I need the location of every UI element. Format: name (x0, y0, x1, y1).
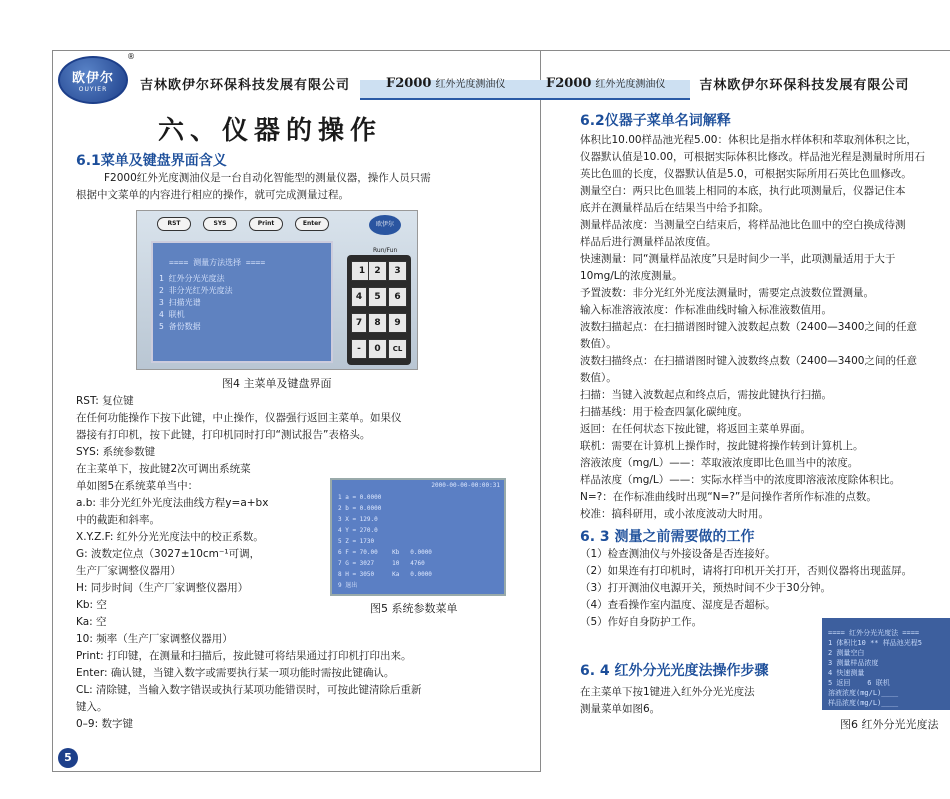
fig6-row-2: 1 体积比10 ** 样品池光程5 (828, 639, 922, 647)
term-g: G: 波数定位点（3027±10cm⁻¹可调， (76, 548, 261, 560)
right-header (546, 66, 909, 100)
key-cl[interactable]: CL (388, 339, 407, 359)
print-key[interactable]: Print (249, 217, 283, 231)
term-fast: 快速测量：同“测量样品浓度”只是时间少一半，此项测量适用于大于 (580, 253, 896, 265)
sys-row-8: 8 H = 3050 Ka 0.0000 (338, 571, 432, 578)
figure-6-screen (822, 618, 950, 710)
section-6-2-title: 6.2仪器子菜单名词解释 (580, 113, 731, 129)
sys-row-5: 5 Z = 1730 (338, 538, 375, 545)
term-std-input: 输入标准溶液浓度：作标准曲线时输入标准液数值用。 (580, 304, 832, 316)
company-name: 吉林欧伊尔环保科技发展有限公司 (140, 77, 351, 93)
key-0[interactable]: 0 (368, 339, 387, 359)
sys-row-3: 3 X = 129.0 (338, 516, 378, 523)
page-number: 5 (58, 748, 78, 768)
prep-item-2: （2）如果连有打印机时，请将打印机开关打开，否则仪器将出现蓝屏。 (580, 565, 913, 577)
right-model-name (546, 75, 665, 91)
sys-row-7: 7 G = 3027 10 4760 (338, 560, 425, 567)
prep-item-4: （4）查看操作室内温度、湿度是否超标。 (580, 599, 776, 611)
term-sample: 测量样品浓度：当测量空白结束后，将样品池比色皿中的空白换成待测 (580, 219, 906, 231)
term-rst-desc-2: 器接有打印机，按下此键，打印机同时打印“测试报告”表格头。 (76, 429, 371, 441)
prep-item-3: （3）打开测油仪电源开关，预热时间不少于30分钟。 (580, 582, 832, 594)
term-xyzf: X.Y.Z.F: 红外分光光度法中的校正系数。 (76, 531, 264, 543)
keypad (347, 255, 411, 365)
term-return: 返回：在任何状态下按此键，将返回主菜单界面。 (580, 423, 811, 435)
key-2[interactable]: 2 (368, 261, 387, 281)
term-ka: Ka: 空 (76, 616, 107, 628)
figure-5-system-menu (330, 478, 506, 596)
key-3[interactable]: 3 (388, 261, 407, 281)
term-ab: a.b: 非分光红外光度法曲线方程y=a+bx (76, 497, 269, 509)
term-cl: CL: 清除键，当输入数字错误或执行某项功能错误时，可按此键清除后重新 (76, 684, 422, 696)
term-h: H: 同步时间（生产厂家调整仪器用） (76, 582, 249, 594)
enter-key[interactable]: Enter (295, 217, 329, 231)
right-page (540, 0, 950, 799)
term-g-desc: 生产厂家调整仪器用） (76, 565, 181, 577)
menu-item-4[interactable]: 4 联机 (159, 310, 185, 319)
main-menu-screen (151, 241, 333, 363)
term-blank-2: 底并在测量样品后在结果当中给予扣除。 (580, 202, 769, 214)
key-4[interactable]: 4 (351, 287, 367, 307)
prep-item-5: （5）作好自身防护工作。 (580, 616, 703, 628)
menu-item-5[interactable]: 5 备份数据 (159, 322, 201, 331)
right-company-name: 吉林欧伊尔环保科技发展有限公司 (699, 77, 910, 93)
section-6-4-title: 6. 4 红外分光光度法操作步骤 (580, 663, 769, 679)
key-7[interactable]: 7 (351, 313, 367, 333)
fig6-row-5: 4 快速测量 (828, 669, 865, 677)
menu-title: ==== 测量方法选择 ==== (169, 258, 266, 267)
term-rst-desc-1: 在任何功能操作下按下此键，中止操作，仪器强行返回主菜单。如果仪 (76, 412, 402, 424)
figure-5-caption: 图5 系统参数菜单 (370, 602, 458, 615)
term-cl-desc: 键入。 (76, 701, 108, 713)
section-6-1-text-2: 根据中文菜单的内容进行相应的操作，就可完成测量过程。 (76, 189, 349, 201)
run-fun-label: Run/Fun (373, 247, 398, 254)
term-digits: 0–9: 数字键 (76, 718, 133, 730)
left-header (140, 66, 505, 100)
key-9[interactable]: 9 (388, 313, 407, 333)
term-enter: Enter: 确认键，当键入数字或需要执行某一项功能时需按此键确认。 (76, 667, 395, 679)
sys-row-6: 6 F = 70.00 Kb 0.0000 (338, 549, 432, 556)
term-print: Print: 打印键，在测量和扫描后，按此键可将结果通过打印机打印出来。 (76, 650, 412, 662)
system-date: 2000-00-00-00:00:31 (431, 482, 500, 489)
fig6-row-6: 5 返回 6 联机 (828, 679, 890, 687)
chapter-title: 六、仪器的操作 (157, 116, 382, 146)
term-sys: SYS: 系统参数键 (76, 446, 156, 458)
key-5[interactable]: 5 (368, 287, 387, 307)
right-model-code: F2000 (546, 76, 592, 91)
section-6-4-text-1: 在主菜单下按1键进入红外分光光度法 (580, 686, 755, 698)
sys-row-2: 2 b = 0.0000 (338, 505, 382, 512)
fig6-row-4: 3 测量样品浓度 (828, 659, 879, 667)
company-logo (58, 56, 128, 104)
term-blank: 测量空白：两只比色皿装上相同的本底，执行此项测量后，仪器记住本 (580, 185, 906, 197)
key-6[interactable]: 6 (388, 287, 407, 307)
term-volume-ratio-2: 仪器默认值是10.00，可根据实际体积比修改。样品池光程是测量时所用石 (580, 151, 926, 163)
menu-item-1[interactable]: 1 红外分光光度法 (159, 274, 225, 283)
term-preset: 予置波数：非分光红外光度法测量时，需要定点波数位置测量。 (580, 287, 874, 299)
rst-key[interactable]: RST (157, 217, 191, 231)
term-fast-2: 10mg/L的浓度测量。 (580, 270, 683, 282)
prep-item-1: （1）检查测油仪与外接设备是否连接好。 (580, 548, 776, 560)
section-6-1-text-1: F2000红外光度测油仪是一台自动化智能型的测量仪器，操作人员只需 (104, 172, 431, 184)
term-volume-ratio-3: 英比色皿的长度，仪器默认值是5.0，可根据实际所用石英比色皿修改。 (580, 168, 912, 180)
sys-row-1: 1 a = 0.0000 (338, 494, 382, 501)
term-scan-start-2: 数值）。 (580, 338, 617, 350)
fig6-row-7: 溶液浓度(mg/L)____ (828, 689, 899, 697)
term-ab-desc: 中的截距和斜率。 (76, 514, 160, 526)
key-1[interactable]: 1 (351, 261, 373, 281)
term-kb: Kb: 空 (76, 599, 107, 611)
menu-item-2[interactable]: 2 非分光红外光度法 (159, 286, 233, 295)
term-n: N=?：在作标准曲线时出现“N=?”是问操作者所作标准的点数。 (580, 491, 877, 503)
term-scan-end: 波数扫描终点：在扫描谱图时键入波数终点数（2400—3400之间的任意 (580, 355, 917, 367)
registered-mark: ® (127, 52, 135, 61)
model-desc: 红外光度测油仪 (435, 79, 506, 90)
logo-text: 欧伊尔 (71, 71, 114, 86)
menu-item-3[interactable]: 3 扫描光谱 (159, 298, 201, 307)
right-model-desc: 红外光度测油仪 (595, 79, 666, 90)
section-6-4-text-2: 测量菜单如图6。 (580, 703, 661, 715)
term-10: 10: 频率（生产厂家调整仪器用） (76, 633, 233, 645)
fig6-row-3: 2 测量空白 (828, 649, 865, 657)
term-online: 联机：需要在计算机上操作时，按此键将操作转到计算机上。 (580, 440, 864, 452)
fig6-row-8: 样品浓度(mg/L)____ (828, 699, 899, 707)
term-scan-end-2: 数值）。 (580, 372, 617, 384)
sys-key[interactable]: SYS (203, 217, 237, 231)
key-minus[interactable]: - (351, 339, 367, 359)
term-sys-desc-1: 在主菜单下，按此键2次可调出系统菜 (76, 463, 251, 475)
logo-subtext: OUYIER (78, 86, 108, 93)
term-scan: 扫描：当键入波数起点和终点后，需按此键执行扫描。 (580, 389, 832, 401)
term-volume-ratio: 体积比10.00样品池光程5.00：体积比是指水样体积和萃取剂体积之比， (580, 134, 917, 146)
term-solution-conc: 溶液浓度（mg/L）——：萃取液浓度即比色皿当中的浓度。 (580, 457, 859, 469)
figure-4-device (136, 210, 418, 370)
section-6-3-title: 6. 3 测量之前需要做的工作 (580, 529, 755, 545)
key-8[interactable]: 8 (368, 313, 387, 333)
figure-4-caption: 图4 主菜单及键盘界面 (222, 377, 332, 390)
fig6-row-1: ==== 红外分光光度法 ==== (828, 629, 920, 637)
term-calibrate: 校准：搞科研用，或小浓度波动大时用。 (580, 508, 769, 520)
term-baseline: 扫描基线：用于检查四氯化碳纯度。 (580, 406, 748, 418)
term-sample-2: 样品后进行测量样品浓度值。 (580, 236, 717, 248)
sys-row-4: 4 Y = 270.0 (338, 527, 378, 534)
term-sys-desc-2: 单如图5在系统菜单当中： (76, 480, 199, 492)
term-scan-start: 波数扫描起点：在扫描谱图时键入波数起点数（2400—3400之间的任意 (580, 321, 917, 333)
model-name (386, 75, 505, 91)
figure-6-caption: 图6 红外分光光度法 (840, 718, 939, 731)
section-6-2-body (580, 132, 950, 523)
term-rst: RST: 复位键 (76, 395, 134, 407)
sys-row-9: 9 退出 (338, 582, 358, 589)
term-sample-conc: 样品浓度（mg/L）——：实际水样当中的浓度即溶液浓度除体积比。 (580, 474, 901, 486)
device-logo: 欧伊尔 (369, 215, 401, 235)
section-6-1-title: 6.1菜单及键盘界面含义 (76, 153, 227, 169)
model-code: F2000 (386, 76, 432, 91)
